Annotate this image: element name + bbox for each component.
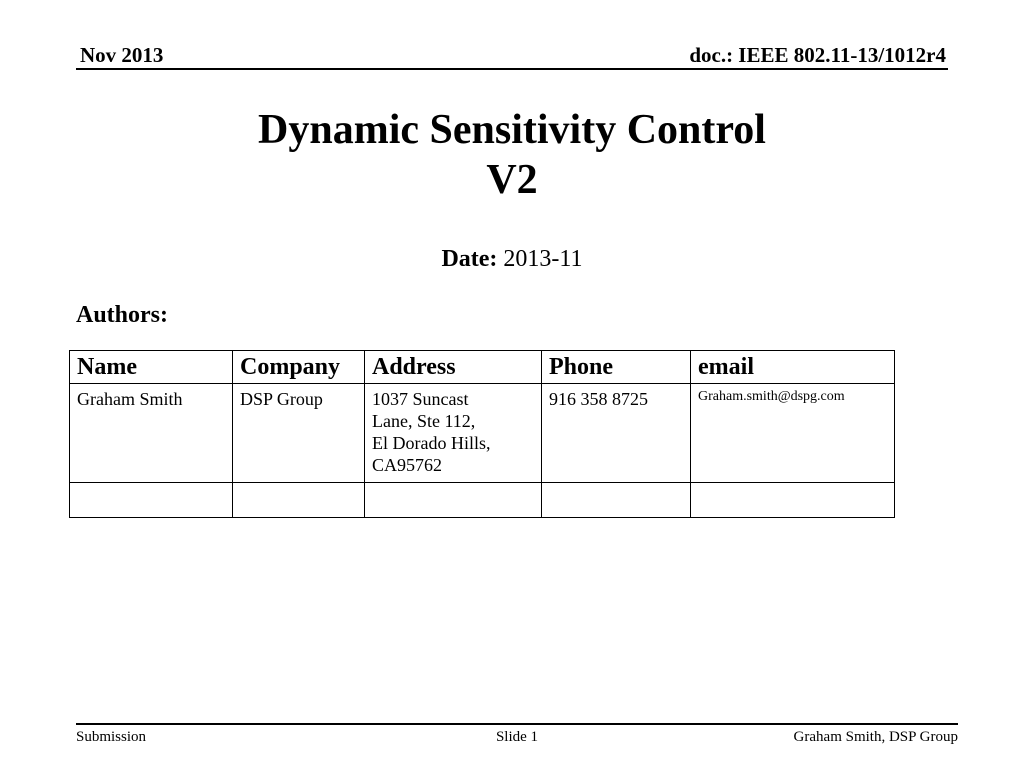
footer-slide-number: Slide 1 — [495, 729, 539, 745]
header-doc-id: doc.: IEEE 802.11-13/1012r4 — [689, 43, 946, 67]
footer-submission: Submission — [76, 729, 147, 745]
title-line-2: V2 — [486, 157, 538, 203]
address-line: CA95762 — [372, 455, 443, 475]
header-divider — [76, 68, 948, 70]
author-phone: 916 358 8725 — [542, 384, 691, 483]
title-line-1: Dynamic Sensitivity Control — [258, 107, 766, 153]
slide-title — [0, 105, 1024, 205]
col-header-company: Company — [233, 351, 365, 384]
table-row — [70, 384, 895, 483]
authors-heading: Authors: — [76, 302, 169, 328]
table-row — [70, 483, 895, 518]
address-line: 1037 Suncast — [372, 389, 469, 409]
authors-table — [69, 350, 895, 518]
col-header-email: email — [691, 351, 895, 384]
header-date: Nov 2013 — [80, 43, 164, 67]
col-header-phone: Phone — [542, 351, 691, 384]
author-name — [70, 483, 233, 518]
col-header-name: Name — [70, 351, 233, 384]
author-name: Graham Smith — [70, 384, 233, 483]
address-line: Lane, Ste 112, — [372, 411, 476, 431]
author-company: DSP Group — [233, 384, 365, 483]
date-value: 2013-11 — [503, 246, 583, 272]
table-header-row — [70, 351, 895, 384]
date-line — [0, 244, 1024, 274]
footer-divider — [76, 723, 958, 725]
author-address — [365, 483, 542, 518]
author-address — [365, 384, 542, 483]
author-email — [691, 483, 895, 518]
author-email: Graham.smith@dspg.com — [691, 384, 895, 483]
author-phone — [542, 483, 691, 518]
col-header-address: Address — [365, 351, 542, 384]
date-label: Date: — [441, 246, 498, 272]
address-line: El Dorado Hills, — [372, 433, 491, 453]
footer-author: Graham Smith, DSP Group — [793, 729, 958, 745]
author-company — [233, 483, 365, 518]
